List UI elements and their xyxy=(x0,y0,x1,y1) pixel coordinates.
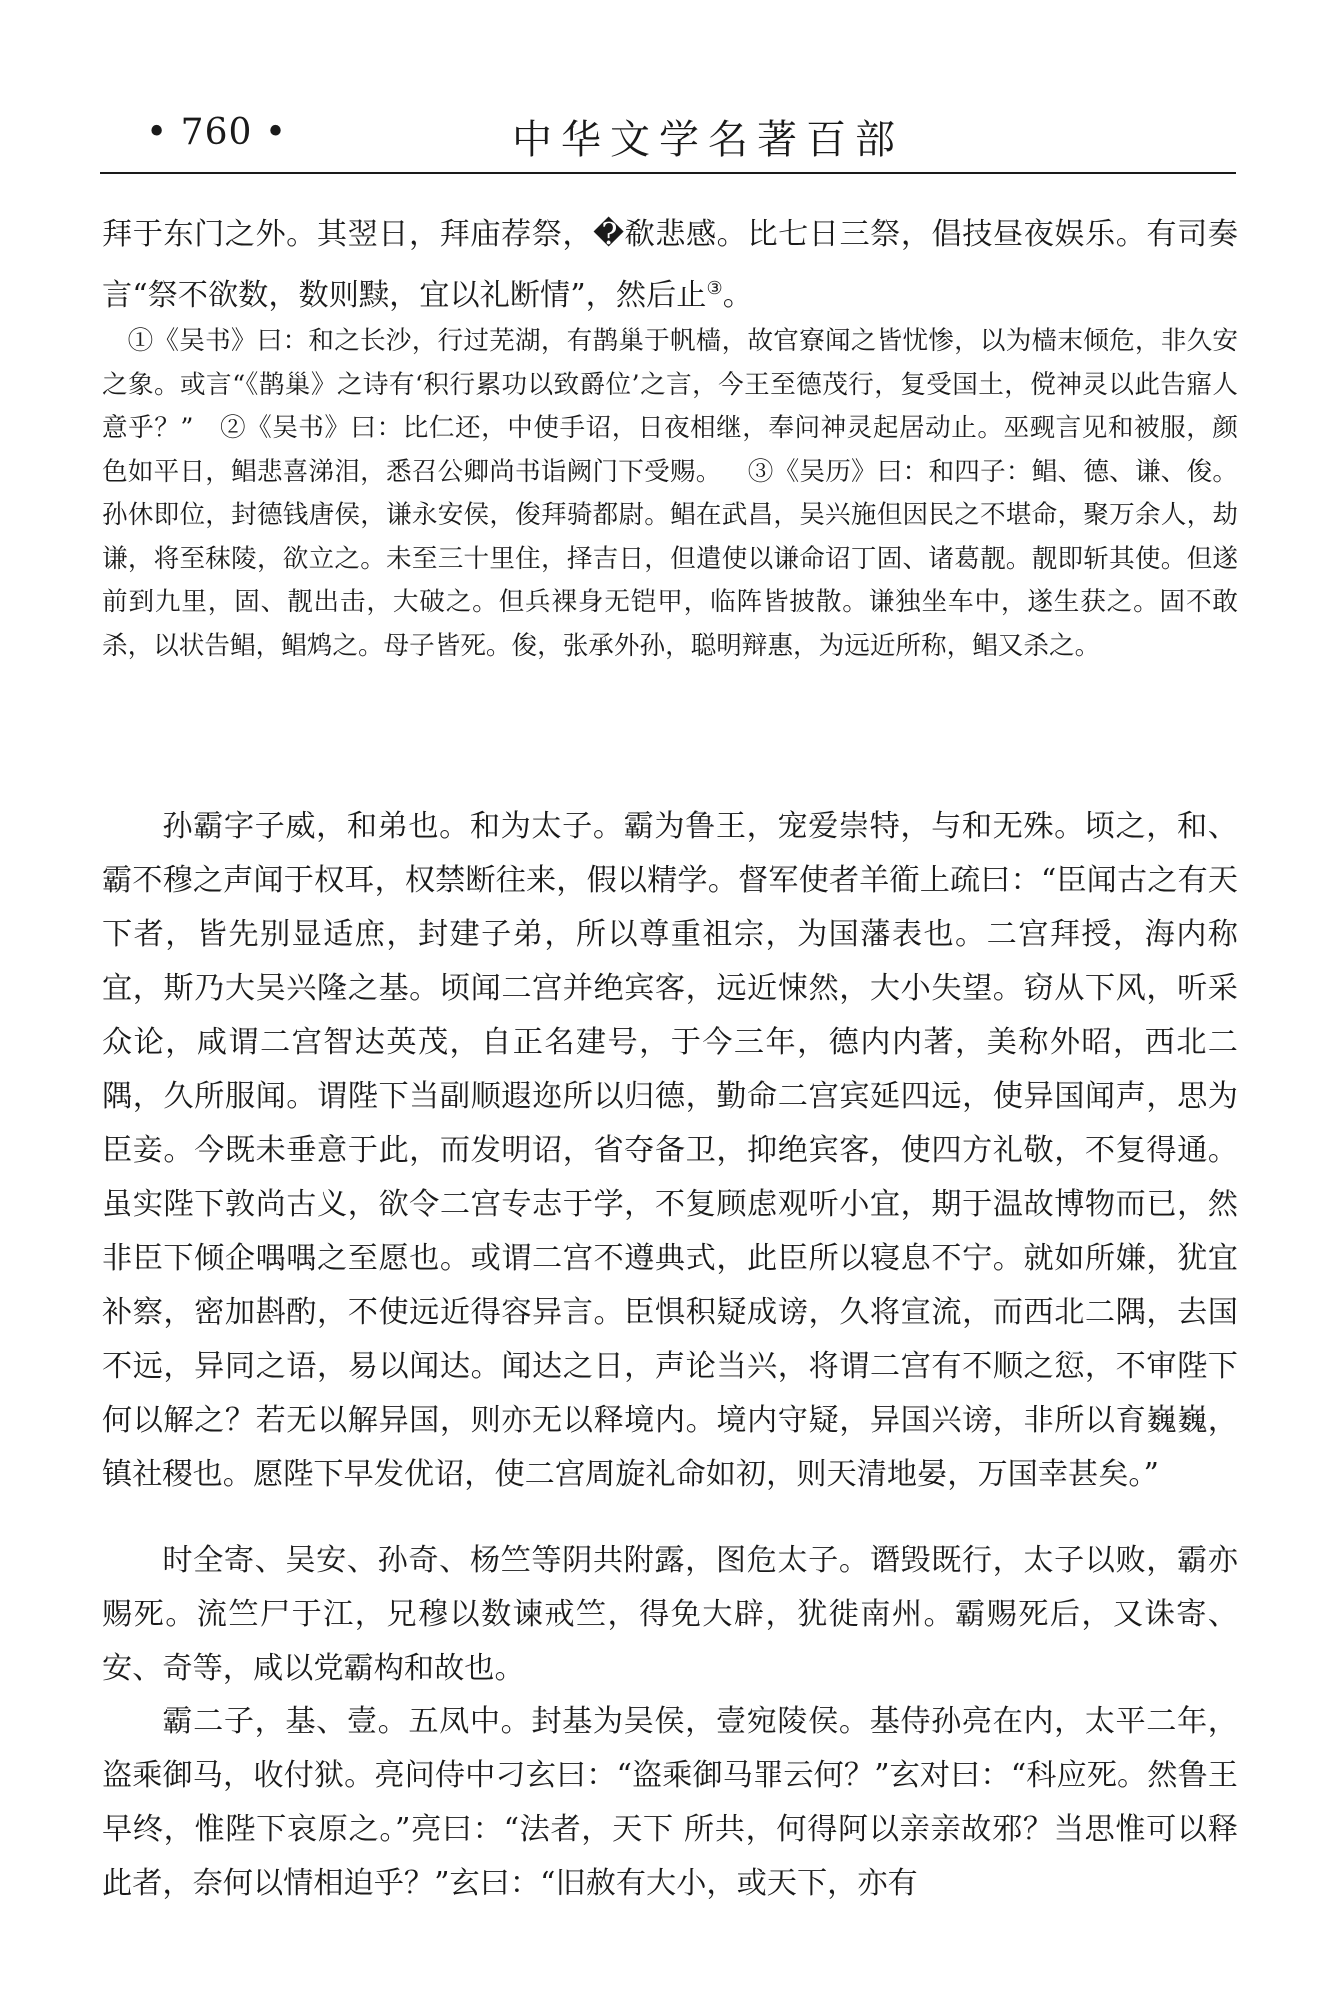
page-header xyxy=(100,108,1236,168)
page-number: • 760 • xyxy=(146,112,288,153)
paragraph-quan-ji: 时全寄、吴安、孙奇、杨竺等阴共附露，图危太子。谮毁既行，太子以败，霸亦赐死。流竺尸于江，兄穆以数谏戒竺，得免大辟，犹徙南州。霸赐死后，又诛寄、安、奇等，咸以党霸构和故也。 xyxy=(102,1543,1238,1686)
annotations-block xyxy=(102,320,1238,668)
annotation-3: ③《吴历》曰：和四子：鲳、德、谦、俊。孙休即位，封德钱唐侯，谦永安侯，俊拜骑都尉。鲳在武昌，吴兴施但因民之不堪命，聚万余人，劫谦，将至秣陵，欲立之。未至三十里住，择吉日，但遣使以谦命诏丁固、诸葛靓。靓即斩其使。但遂前到九里，固、靓出击，大破之。但兵裸身无铠甲，临阵皆披散。谦独坐车中，遂生获之。固不敢杀，以状告鲳，鲳鸩之。母子皆死。俊，张承外孙，聪明辩惠，为远近所称，鲳又杀之。 xyxy=(102,456,1238,661)
intro-end: 。 xyxy=(722,278,753,314)
annotation-group xyxy=(102,320,1238,668)
paragraph-ba-sons: 霸二子，基、壹。五凤中。封基为吴侯，壹宛陵侯。基侍孙亮在内，太平二年，盗乘御马，收付狱。亮问侍中刁玄曰：“盗乘御马罪云何？”玄对曰：“科应死。然鲁王早终，惟陛下哀原之。”亮曰：“法者，天下 所共，何得阿以亲亲故邪？当思惟可以释此者，奈何以情相迫乎？”玄曰：“旧赦有大小，或天下，亦有 xyxy=(102,1704,1238,1901)
annotation-2: ②《吴书》曰：比仁还，中使手诏，日夜相继，奉问神灵起居动止。巫觋言见和被服，颜色如平日，鲳悲喜涕泪，悉召公卿尚书诣阙门下受赐。 xyxy=(102,413,1238,487)
intro-paragraph xyxy=(102,208,1238,323)
book-title: 中华文学名著百部 xyxy=(512,117,904,163)
intro-text: 拜于东门之外。其翌日，拜庙荐祭，�欷悲感。比七日三祭，倡技昼夜娱乐。有司奏言“祭不欲数，数则黩，宜以礼断情”，然后止 xyxy=(102,217,1238,314)
header-divider xyxy=(100,172,1236,174)
paragraph-sun-ba: 孙霸字子威，和弟也。和为太子。霸为鲁王，宠爱崇特，与和无殊。顷之，和、霸不穆之声闻于权耳，权禁断往来，假以精学。督军使者羊衜上疏曰：“臣闻古之有天下者，皆先别显适庶，封建子弟，所以尊重祖宗，为国藩表也。二宫拜授，海内称宜，斯乃大吴兴隆之基。顷闻二宫并绝宾客，远近悚然，大小失望。窃从下风，听采众论，咸谓二宫智达英茂，自正名建号，于今三年，德内内著，美称外昭，西北二隅，久所服闻。谓陛下当副顺遐迩所以归德，勤命二宫宾延四远，使异国闻声，思为臣妾。今既未垂意于此，而发明诏，省夺备卫，抑绝宾客，使四方礼敬，不复得通。虽实陛下敦尚古义，欲令二宫专志于学，不复顾虑观听小宜，期于温故博物而已，然非臣下倾企喁喁之至愿也。或谓二宫不遵典式，此臣所以寝息不宁。就如所嫌，犹宜补察，密加斟酌，不使远近得容异言。臣惧积疑成谤，久将宣流，而西北二隅，去国不远，异同之语，易以闻达。闻达之日，声论当兴，将谓二宫有不顺之愆，不审陛下何以解之？若无以解异国，则亦无以释境内。境内守疑，异国兴谤，非所以育巍巍，镇社稷也。愿陛下早发优诏，使二宫周旋礼命如初，则天清地晏，万国幸甚矣。” xyxy=(102,809,1238,1492)
footnote-marker: ③ xyxy=(706,278,723,299)
annotation-1: ①《吴书》曰：和之长沙，行过芜湖，有鹊巢于帆樯，故官寮闻之皆忧惨，以为樯末倾危，非久安之象。或言“《鹊巢》之诗有‘积行累功以致爵位’之言，今王至德茂行，复受国土，傥神灵以此告寤人意乎？” xyxy=(102,326,1238,443)
